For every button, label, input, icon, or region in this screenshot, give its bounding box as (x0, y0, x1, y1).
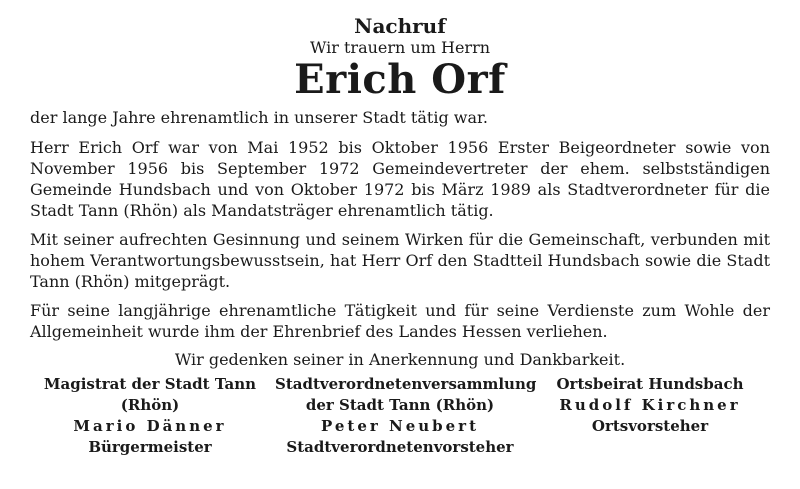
notice-title: Nachruf (354, 14, 446, 38)
signature-person: Mario Dänner (73, 417, 227, 435)
signature-person: Rudolf Kirchner (559, 396, 741, 414)
signature-block (30, 374, 770, 458)
notice-subtitle: Wir trauern um Herrn (309, 38, 491, 57)
signature-org-line2: der Stadt Tann (Rhön) (305, 396, 495, 414)
closing-line: Wir gedenken seiner in Anerkennung und Dankbarkeit. (174, 350, 626, 369)
signature-org: Ortsbeirat Hundsbach (556, 375, 744, 393)
intro-line: der lange Jahre ehrenamtlich in unserer Stadt tätig war. (30, 108, 488, 127)
paragraph-honor: Für seine langjährige ehrenamtliche Tätigkeit und für seine Verdienste zum Wohle der Allgemeinheit wurde ihm der Ehrenbrief des Landes Hessen verliehen. (30, 301, 770, 341)
paragraph-career: Herr Erich Orf war von Mai 1952 bis Oktober 1956 Erster Beigeordneter sowie von November 1956 bis September 1972 Gemeindevertreter der ehem. selbstständigen Gemeinde Hundsbach und von Oktober 1972 bis März 1989 als Stadtverordneter für die Stadt Tann (Rhön) als Mandatsträger ehrenamtlich tätig. (30, 138, 770, 220)
signature-role: Bürgermeister (88, 438, 212, 456)
signature-magistrat (30, 374, 270, 458)
signature-role: Ortsvorsteher (591, 417, 709, 435)
paragraph-character: Mit seiner aufrechten Gesinnung und seinem Wirken für die Gemeinschaft, verbunden mit hohem Verantwortungsbewusstsein, hat Herr Orf den Stadtteil Hundsbach sowie die Stadt Tann (Rhön) mitgeprägt. (30, 230, 770, 291)
signature-ortsbeirat (530, 374, 770, 458)
signature-org: Magistrat der Stadt Tann (Rhön) (43, 375, 257, 414)
deceased-name: Erich Orf (294, 56, 506, 103)
signature-org: Stadtverordnetenversammlung (275, 375, 537, 393)
signature-person: Peter Neubert (320, 417, 480, 435)
signature-stadtverordnetenversammlung (275, 374, 537, 458)
signature-role: Stadtverordnetenvorsteher (286, 438, 514, 456)
